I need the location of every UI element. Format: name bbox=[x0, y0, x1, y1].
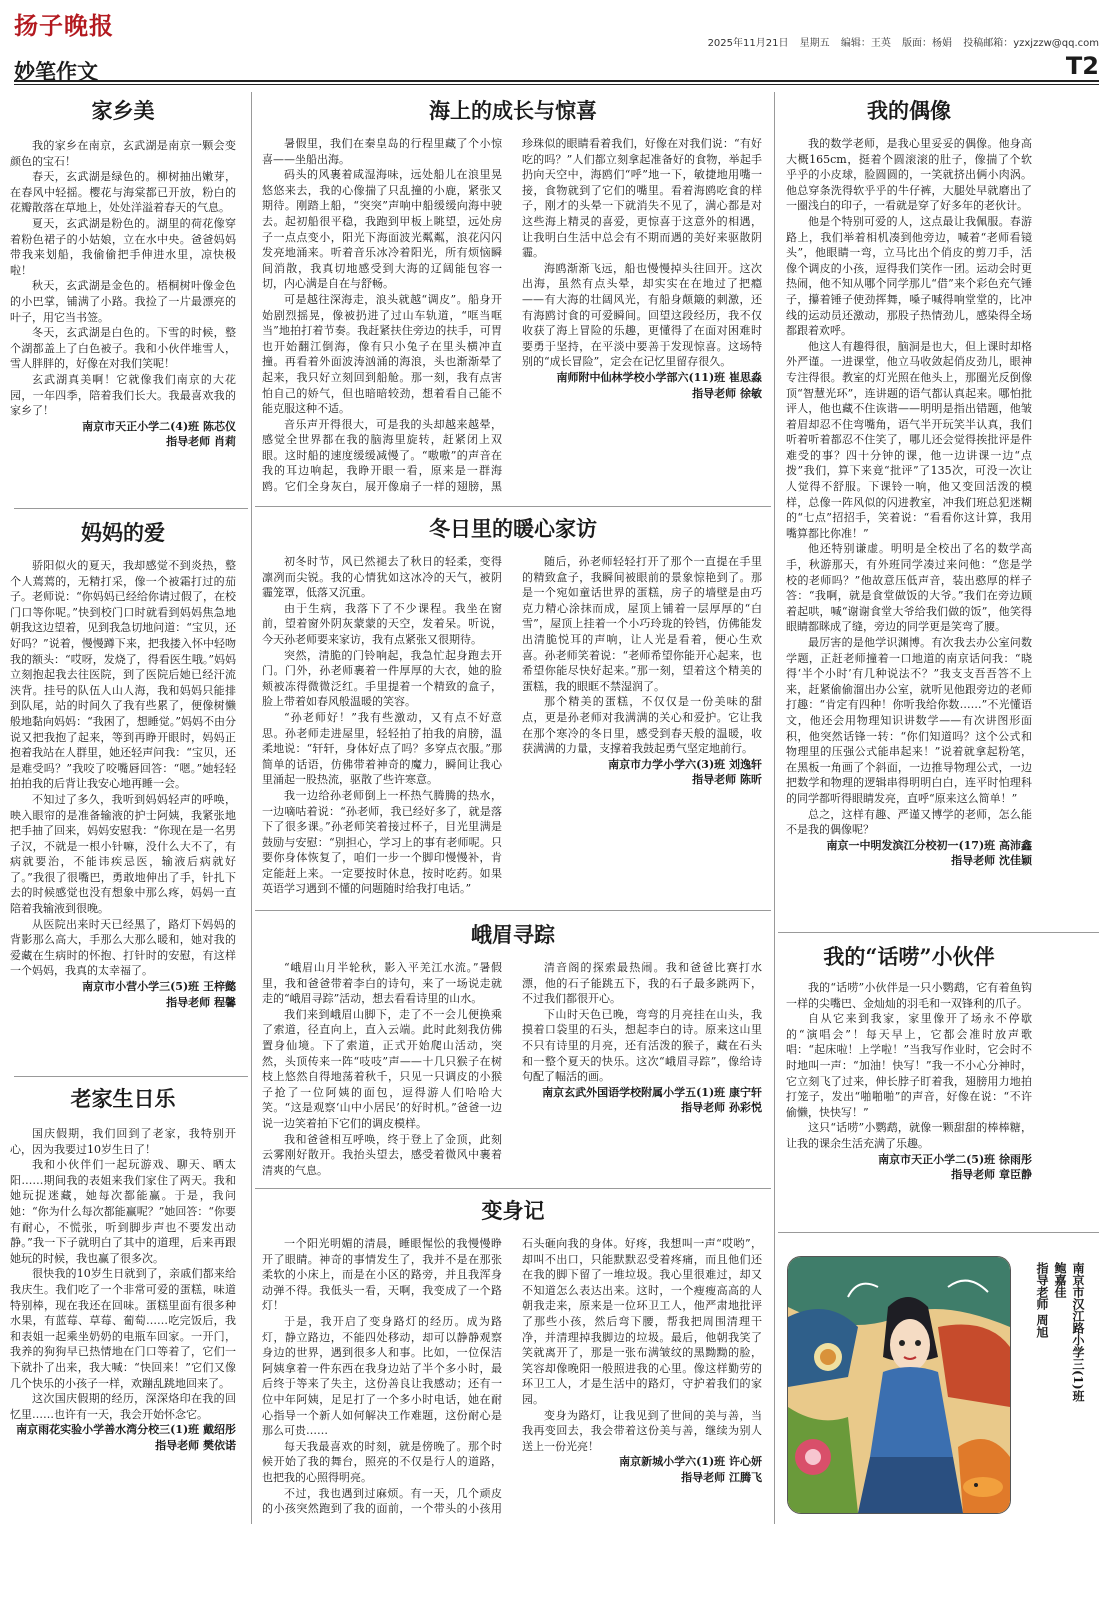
article-paragraph: 每天我最喜欢的时刻，就是傍晚了。那个时候开始了我的舞台，照亮的不仅是行人的道路，也把我的心照得明亮。 bbox=[262, 1439, 502, 1484]
issue-date: 2025年11月21日 bbox=[707, 38, 789, 49]
article-paragraph: 很快我的10岁生日就到了，亲戚们都来给我庆生。我们吃了一个非常可爱的蛋糕，味道特别棒，现在我还在回味。蛋糕里面有很多种水果，有蓝莓、草莓、葡萄……吃完饭后，我和表姐一起乘坐奶奶的电瓶车回家。一开门，我养的狗狗早已热情地在门口等着了，它们一下就扑了出来，我大喊：“快回来！”它们又像几个快乐的小孩子一样，欢蹦乱跳地回来了。 bbox=[10, 1267, 236, 1390]
article-paragraph: 那个精美的蛋糕，不仅仅是一份美味的甜点，更是孙老师对我满满的关心和爱护。它让我在那个寒冷的冬日里，感受到春天般的温暖，收获满满的力量，支撑着我鼓起勇气坚定地前行。 bbox=[522, 695, 762, 756]
painting-illustration bbox=[788, 1257, 1010, 1513]
painting-artist: 鲍嘉佳 bbox=[1053, 1262, 1067, 1298]
article-paragraph: 国庆假期，我们回到了老家，我特别开心，因为我要过10岁生日了！ bbox=[10, 1127, 236, 1156]
row-divider bbox=[778, 932, 1099, 933]
row-divider bbox=[255, 1188, 771, 1189]
author-school: 南京市天正小学二(4)班 陈芯仪 bbox=[82, 419, 236, 433]
author-teacher: 指导老师 陈昕 bbox=[692, 773, 762, 787]
author-teacher: 指导老师 樊依诺 bbox=[155, 1438, 236, 1452]
article-paragraph: 他还特别谦虚。明明是全校出了名的数学高手，秋游那天，有外班同学凑过来问他：“您是学校的老师吗？”他故意压低声音，装出憨厚的样子答：“我啊，就是食堂做饭的大爷。”我们在旁边顾着起哄，喊“谢谢食堂大爷给我们做的饭”，他笑得眼睛都眯成了缝，旁边的同学更是笑弯了腰。 bbox=[786, 542, 1032, 634]
article-home-visit bbox=[262, 554, 762, 906]
article-paragraph: 冬天，玄武湖是白色的。下雪的时候，整个湖都盖上了白色被子。我和小伙伴堆雪人，雪人胖胖的，好像在对我们笑呢！ bbox=[10, 326, 236, 371]
row-divider bbox=[255, 506, 771, 507]
article-paragraph: 随后，孙老师轻轻打开了那个一直提在手里的精致盒子，我瞬间被眼前的景象惊艳到了。那是一个宛如童话世界的蛋糕，房子的墙壁是由巧克力精心涂抹而成，屋顶上铺着一层厚厚的“白雪”，屋顶上挂着一个小巧玲珑的铃铛，仿佛能发出清脆悦耳的声响，让人光是看着，便心生欢喜。孙老师笑着说：“老师希望你能开心起来，也希望你能尽快好起来。”那一刻，望着这个精美的蛋糕，我的眼眶不禁湿润了。 bbox=[522, 555, 762, 693]
article-paragraph: 骄阳似火的夏天，我却感觉不到炎热，整个人蔫蔫的，无精打采，像一个被霜打过的茄子。老师说：“你妈妈已经给你请过假了，在校门口等你呢。”快到校门口时就看到妈妈焦急地朝我这边望着，见到我急切地问道：“宝贝，还好吗？”说着，慢慢蹲下来，把我搂入怀中轻吻我的额头：“哎呀，发烧了，得看医生哦。”妈妈立刻抱起我去往医院，到了医院后她已经汗流浃背。挂号的队伍人山人海，我和妈妈只能排到队尾，站的时间久了我有些累了，便像树懒般地黏向妈妈：“我困了，想睡觉。”妈妈不由分说又把我抱了起来，等到再睁开眼时，妈妈正抱着我站在人群里，她还轻声问我：“宝贝，还是难受吗？”我咬了咬嘴唇回答：“嗯。”她轻轻拍拍我的后背让我安心地再睡一会。 bbox=[10, 559, 236, 791]
article-idol bbox=[786, 96, 1032, 928]
article-transformation bbox=[262, 1236, 762, 1524]
issue-weekday: 星期五 bbox=[799, 38, 830, 49]
article-paragraph: 我一边给孙老师倒上一杯热气腾腾的热水，一边嘀咕着说：“孙老师，我已经好多了，就是落下了很多课。”孙老师笑着接过杯子，目光里满是鼓励与安慰：“别担心，学习上的事有老师呢。只要你身体恢复了，咱们一步一个脚印慢慢补，肯定能赶上来。一定要按时休息，按时吃药。如果英语学习遇到不懂的问题随时给我打电话。” bbox=[262, 788, 502, 896]
article-paragraph: 海鸥渐渐飞远，船也慢慢掉头往回开。这次出海，虽然有点头晕，却实实在在地过了把瘾——有大海的壮阔风光，有船身颠簸的刺激，还有海鸥讨食的可爱瞬间。回望这段经历，我不仅收获了海上冒险的乐趣，更懂得了在面对困难时要勇于坚持，在平淡中要善于发现惊喜。这场特别的“成长冒险”，定会在记忆里留存很久。 bbox=[522, 261, 762, 369]
article-paragraph: 这次国庆假期的经历，深深烙印在我的回忆里……也许有一天，我会开始怀念它。 bbox=[10, 1392, 236, 1421]
article-paragraph: 秋天，玄武湖是金色的。梧桐树叶像金色的小巴掌，铺满了小路。我捡了一片最漂亮的叶子，用它当书签。 bbox=[10, 279, 236, 324]
column-divider bbox=[251, 92, 252, 1524]
article-paragraph: 变身为路灯，让我见到了世间的美与善，当我再变回去，我会带着这份美与善，继续为别人送上一份光亮！ bbox=[522, 1408, 762, 1453]
article-paragraph: 自从它来到我家，家里像开了场永不停歇的“演唱会”！每天早上，它都会准时放声歌唱：“起床啦！上学啦！”当我写作业时，它会时不时地叫一声：“加油！快写！”我一不小心分神时，它立刻飞了过来，伸长脖子盯着我，翅膀用力地拍打笼子，发出“啪啪啪”的声音，好像在说：“不许偷懒，快快写！” bbox=[786, 1012, 1032, 1119]
author-school: 南师附中仙林学校小学部六(11)班 崔思淼 bbox=[556, 370, 762, 384]
article-paragraph: 由于生病，我落下了不少课程。我坐在窗前，望着窗外阴灰蒙蒙的天空，发着呆。听说，今天孙老师要来家访，我有点紧张又很期待。 bbox=[262, 601, 502, 646]
painting-school: 南京市汉江路小学三(1)班 bbox=[1071, 1262, 1085, 1402]
row-divider bbox=[14, 1076, 248, 1077]
article-birthday bbox=[10, 1084, 236, 1524]
article-paragraph: 最厉害的是他学识渊博。有次我去办公室问数学题，正赶老师撞着一口地道的南京话问我：“晓得‘半个小时’有几种说法不？”我支支吾吾答不上来，赶紧偷偷溜出办公室，就听见他跟旁边的老师打趣：“肯定有四种！你听我给你数……”不光懂语文，他还会用物理知识讲数学——有次讲图形面积，他突然话锋一转：“你们知道吗？这个公式和物理里的压强公式能串起来！”说着就拿起粉笔，在黑板一角画了个斜面，一边推导物理公式，一边把数学和物理的逻辑串得明明白白，连平时怕理科的同学都听得眼睛发亮，直呼“原来这么简单！” bbox=[786, 636, 1032, 805]
article-paragraph: “峨眉山月半轮秋，影入平羌江水流。”暑假里，我和爸爸带着李白的诗句，来了一场说走就走的“峨眉寻踪”活动，想去看看诗里的山水。 bbox=[262, 961, 502, 1006]
article-title: 变身记 bbox=[481, 1198, 545, 1223]
article-sea-trip bbox=[262, 136, 762, 502]
article-paragraph: 玄武湖真美啊！它就像我们南京的大花园，一年四季，陪着我们长大。我最喜欢我的家乡了！ bbox=[10, 372, 236, 418]
author-teacher: 指导老师 肖莉 bbox=[166, 435, 236, 449]
author-school: 南京玄武外国语学校附属小学五(1)班 康宁轩 bbox=[542, 1085, 762, 1099]
column-divider bbox=[774, 92, 775, 1524]
article-paragraph: 我的家乡在南京，玄武湖是南京一颗会变颜色的宝石！ bbox=[10, 139, 236, 168]
author-school: 南京雨花实验小学善水湾分校三(1)班 戴绍彤 bbox=[16, 1423, 236, 1437]
article-paragraph: 我和小伙伴们一起玩游戏、聊天、晒太阳……期间我的表姐来我们家住了两天。我和她玩捉迷藏，她每次都能赢。于是，我问她：“你为什么每次都能赢呢？”她回答：“你要有耐心，不慌张，听到脚步声也不要发出动静。”我一下子就明白了其中的道理，后来再跟她玩的时候，我也赢了很多次。 bbox=[10, 1158, 236, 1265]
article-paragraph: 这只“话唠”小鹦鹉，就像一颗甜甜的棒棒糖，让我的课余生活充满了乐趣。 bbox=[786, 1121, 1032, 1150]
masthead bbox=[14, 6, 1099, 84]
article-title: 冬日里的暖心家访 bbox=[429, 516, 597, 541]
author-teacher: 指导老师 章臣静 bbox=[951, 1168, 1032, 1182]
article-paragraph: 清音阁的探索最热闹。我和爸爸比赛打水漂，他的石子能跳五下，我的石子最多跳两下，不过我们都很开心。 bbox=[522, 961, 762, 1006]
article-paragraph: 可是越往深海走，浪头就越“调皮”。船身开始剧烈摇晃，像被扔进了过山车轨道，“哐当哐当”地拍打着节奏。我赶紧扶住旁边的扶手，可胃也开始翻江倒海，像有只小兔子在里头横冲直撞。再看着外面波涛汹涌的海浪，头也渐渐晕了起来，我只好立刻回到船舱。那一刻，我有点害怕自己的娇气，但也暗暗较劲，想着看自己能不能克服这种不适。 bbox=[262, 292, 502, 416]
author-school: 南京新城小学六(1)班 许心妍 bbox=[619, 1455, 762, 1469]
article-paragraph: 他这人有趣得很，脑洞是也大，但上课时却格外严谨。一进课堂，他立马收敛起俏皮劲儿，眼神专注得很。教室的灯光照在他头上，那圈光反倒像顶“智慧光环”，连讲题的语气都认真起来。哪怕批评人，他也藏不住诙谐——明明是指出错题，他皱着眉却忍不住弯嘴角，语气半开玩笑半认真，我们听着听着都忍不住笑了，哪儿还会觉得挨批评是件难受的事？四十分钟的课，他一边讲课一边“点拨”我们，算下来竟“批评”了135次，可没一次让人觉得不舒服。下课铃一响，他又变回活泼的模样，总像一阵风似的闪进教室，冲我们班总犯迷糊的“七点”招招手，笑着说：“看看你这计算，我用嘴算都比你准！” bbox=[786, 339, 1032, 540]
article-title: 峨眉寻踪 bbox=[471, 922, 555, 947]
article-title: 老家生日乐 bbox=[70, 1086, 176, 1111]
article-paragraph: “孙老师好！”我有些激动，又有点不好意思。孙老师走进屋里，轻轻拍了拍我的肩膀，温柔地说：“轩轩，身体好点了吗？多穿点衣服。”那简单的话语，仿佛带着神奇的魔力，瞬间让我心里涌起一股热流，驱散了些许寒意。 bbox=[262, 710, 502, 787]
header-rule bbox=[14, 80, 1099, 82]
article-parrot bbox=[786, 942, 1032, 1230]
newspaper-logo: 扬子晚报 bbox=[14, 11, 114, 40]
author-school: 南京市力学小学六(3)班 刘逸轩 bbox=[608, 757, 762, 771]
author-school: 南京市天正小学二(5)班 徐雨彤 bbox=[878, 1152, 1032, 1166]
row-divider bbox=[255, 910, 771, 911]
author-teacher: 指导老师 江腾飞 bbox=[681, 1470, 762, 1484]
article-paragraph: 我们来到峨眉山脚下，走了不一会儿便换乘了索道，径直向上，直入云端。此时此刻我仿佛置身仙境。下了索道，正式开始爬山活动，突然，头顶传来一阵“吱吱”声——十几只猴子在树枝上悠然自得地荡着秋千，只见一只调皮的小猴子抢了一位阿姨的面包，逗得游人们哈哈大笑。“这是观察‘山中小居民’的好时机。”爸爸一边说一边笑着拍下它们的调皮模样。 bbox=[262, 1007, 502, 1130]
article-title: 海上的成长与惊喜 bbox=[429, 98, 597, 123]
layout-credit: 版面：杨娟 bbox=[902, 38, 953, 49]
author-school: 南京一中明发滨江分校初一(17)班 高沛鑫 bbox=[826, 838, 1032, 852]
article-paragraph: 他是个特别可爱的人，这点最让我佩服。春游路上，我们举着相机凑到他旁边，喊着“老师看镜头”，他眼睛一弯，立马比出个俏皮的剪刀手，活像个调皮的小孩，逗得我们笑作一团。运动会时更热闹，他不知从哪个同学那儿“借”来个彩色充气锤子，攥着锤子使劲挥舞，嗓子喊得响堂堂的，比冲线的运动员还激动，那股子热情劲儿，感染得全场都跟着欢呼。 bbox=[786, 214, 1032, 338]
author-school: 南京市小营小学三(5)班 王梓懿 bbox=[82, 980, 236, 994]
page-number: T2 bbox=[1065, 52, 1099, 80]
article-mothers-love bbox=[10, 518, 236, 1074]
author-teacher: 指导老师 孙彩悦 bbox=[681, 1101, 762, 1115]
article-paragraph: 初冬时节，风已然褪去了秋日的轻柔，变得凛冽而尖锐。我的心情犹如这冰冷的天气，被阴霾笼罩，低落又沉重。 bbox=[262, 555, 502, 600]
article-paragraph: 我的数学老师，是我心里妥妥的偶像。他身高大概165cm，挺着个圆滚滚的肚子，像揣了个软乎乎的小皮球，脸圆圆的，一笑就挤出俩小肉涡。他总穿条洗得软乎乎的牛仔裤，大腿处早就磨出了一圈浅白的印子，一看就是穿了好多年的老伙计。 bbox=[786, 137, 1032, 213]
article-paragraph: 总之，这样有趣、严谨又博学的老师，怎么能不是我的偶像呢？ bbox=[786, 807, 1032, 837]
article-emei bbox=[262, 960, 762, 1184]
article-title: 我的“话唠”小伙伴 bbox=[823, 944, 995, 969]
article-paragraph: 我的“话唠”小伙伴是一只小鹦鹉，它有着鱼钩一样的尖嘴巴、金灿灿的羽毛和一双锋利的爪子。 bbox=[786, 981, 1032, 1010]
row-divider bbox=[14, 508, 248, 509]
article-title: 妈妈的爱 bbox=[81, 520, 165, 545]
painting-teacher: 指导老师 周旭 bbox=[1035, 1262, 1049, 1339]
row-divider bbox=[778, 1232, 1099, 1233]
article-paragraph: 音乐声开得很大，可是我的头却越来越晕，感觉全世界都在我的脑海里旋转，赶紧闭上双眼。这时船的速度缓缓减慢了。“嗷嗷”的声音在我的耳边响起，我睁开眼一看，原来是一群海鸥。它们全身灰白，展开像扇子一样的翅膀，黑珍珠似的眼睛看着我们，好像在对我们说：“有好吃的吗？”人们都立刻拿起准备好的食物，举起手扔向天空中，海鸥们“呼”地一下，敏捷地用嘴一接，食物就到了它们的嘴里。看着海鸥吃食的样子，刚才的头晕一下就消失不见了，满心都是对这些海上精灵的喜爱，更惊喜于这意外的相遇，让我明白生活中总会有不期而遇的美好来驱散阴霾。 bbox=[262, 137, 762, 494]
author-teacher: 指导老师 沈佳颖 bbox=[951, 854, 1032, 868]
article-paragraph: 突然，清脆的门铃响起，我急忙起身跑去开门。门外，孙老师裹着一件厚厚的大衣，她的脸颊被冻得微微泛红。手里提着一个精致的盒子，脸上带着如春风般温暖的笑容。 bbox=[262, 648, 502, 709]
article-paragraph: 春天，玄武湖是绿色的。柳树抽出嫩芽，在春风中轻摇。樱花与海棠都已开放，粉白的花瓣散落在草地上，处处洋溢着春天的气息。 bbox=[10, 170, 236, 215]
article-title: 家乡美 bbox=[91, 98, 155, 123]
article-paragraph: 码头的风裹着咸湿海味，远处船儿在浪里晃悠悠来去，我的心像揣了只乱撞的小鹿，紧张又期待。刚踏上船，“突突”声响中船缓缓向海中驶去。起初船很平稳，我跑到甲板上眺望，远处房子一点点变小，阳光下海面波光粼粼，浪花闪闪发亮地涌来。听着音乐冰冷着阳光，所有烦恼瞬间消散，我真切地感受到大海的辽阔能包容一切，内心满是自在与舒畅。 bbox=[262, 168, 502, 291]
article-paragraph: 夏天，玄武湖是粉色的。湖里的荷花像穿着粉色裙子的小姑娘，立在水中央。爸爸妈妈带我来划船，我偷偷把手伸进水里，凉快极啦！ bbox=[10, 216, 236, 277]
article-paragraph: 于是，我开启了变身路灯的经历。成为路灯，静立路边，不能四处移动，却可以静静观察身边的世界，遇到很多人和事。比如，一位保洁阿姨拿着一件东西在我身边站了半个多小时，最后终于等来了失主，这份善良让我感动；还有一位中年阿姨，足足打了一个多小时电话，她在耐心指导一个新人如何解决工作难题，这份耐心是那么可贵…… bbox=[262, 1314, 502, 1438]
header-rule-thin bbox=[14, 84, 1099, 85]
article-paragraph: 一个阳光明媚的清晨，睡眼惺忪的我慢慢睁开了眼睛。神奇的事情发生了，我并不是在那张柔软的小床上，而是在小区的路旁，并且我浑身动弹不得。我低头一看，天啊，我变成了一个路灯！ bbox=[262, 1237, 502, 1313]
article-hometown bbox=[10, 96, 236, 504]
article-paragraph: 不过，我也遇到过麻烦。有一天，几个顽皮的小孩突然跑到了我的面前，一个带头的小孩用石头砸向我的身体。好疼，我想叫一声“哎哟”，却叫不出口，只能默默忍受着疼痛，而且他们还在我的脚下留了一堆垃圾。我心里很难过，却又不知道怎么表达出来。这时，一个瘦瘦高高的人朝我走来，原来是一位环卫工人，他严肃地批评了那些小孩，然后弯下腰，帮我把周围清理干净，并清理掉我脚边的垃圾。最后，他朝我笑了笑就离开了，那是一张布满皱纹的黑黝黝的脸，笑容却像晚阳一般照进我的心里。像这样勤劳的环卫工人，才是生活中的路灯，守护着我们的家园。 bbox=[262, 1237, 762, 1516]
student-painting bbox=[787, 1256, 1011, 1514]
author-teacher: 指导老师 程馨 bbox=[166, 995, 236, 1009]
submission-email: 投稿邮箱：yzxjzzw@qq.com bbox=[963, 38, 1099, 49]
author-teacher: 指导老师 徐敏 bbox=[692, 386, 762, 400]
article-paragraph: 从医院出来时天已经黑了，路灯下妈妈的背影那么高大，手那么大那么暖和，她对我的爱藏在生病时的怀抱、打针时的安慰，有这样一个妈妈，我真的太幸福了。 bbox=[10, 917, 236, 978]
article-paragraph: 不知过了多久，我听到妈妈轻声的呼唤，映入眼帘的是准备输液的护士阿姨，我紧张地把手抽了回来，妈妈安慰我：“你现在是一名男子汉，不就是一根小针嘛，没什么大不了，有病就要治，不能讳疾忌医，输液后病就好了。”我很了很嘴巴，勇敢地伸出了手，针扎下去的时候感觉也没有想象中那么疼，妈妈一直陪着我输液到很晚。 bbox=[10, 792, 236, 916]
article-title: 我的偶像 bbox=[867, 98, 951, 123]
article-paragraph: 我和爸爸相互呼唤，终于登上了金顶，此刻云雾刚好散开。我抬头望去，感受着微风中裹着清爽的气息。 bbox=[262, 1132, 502, 1177]
section-title: 妙笔作文 bbox=[14, 59, 98, 84]
issue-meta bbox=[700, 34, 1099, 49]
article-paragraph: 暑假里，我们在秦皇岛的行程里藏了个小惊喜——坐船出海。 bbox=[262, 137, 502, 166]
painting-credit bbox=[1020, 1262, 1086, 1512]
editor-credit: 编辑：王英 bbox=[840, 38, 891, 49]
article-paragraph: 下山时天色已晚，弯弯的月亮挂在山头，我摸着口袋里的石头，想起李白的诗。原来这山里不只有诗里的月亮，还有活泼的猴子，藏在石头和一整个夏天的快乐。这次“峨眉寻踪”，像给诗句配了幅活的画。 bbox=[522, 1007, 762, 1084]
